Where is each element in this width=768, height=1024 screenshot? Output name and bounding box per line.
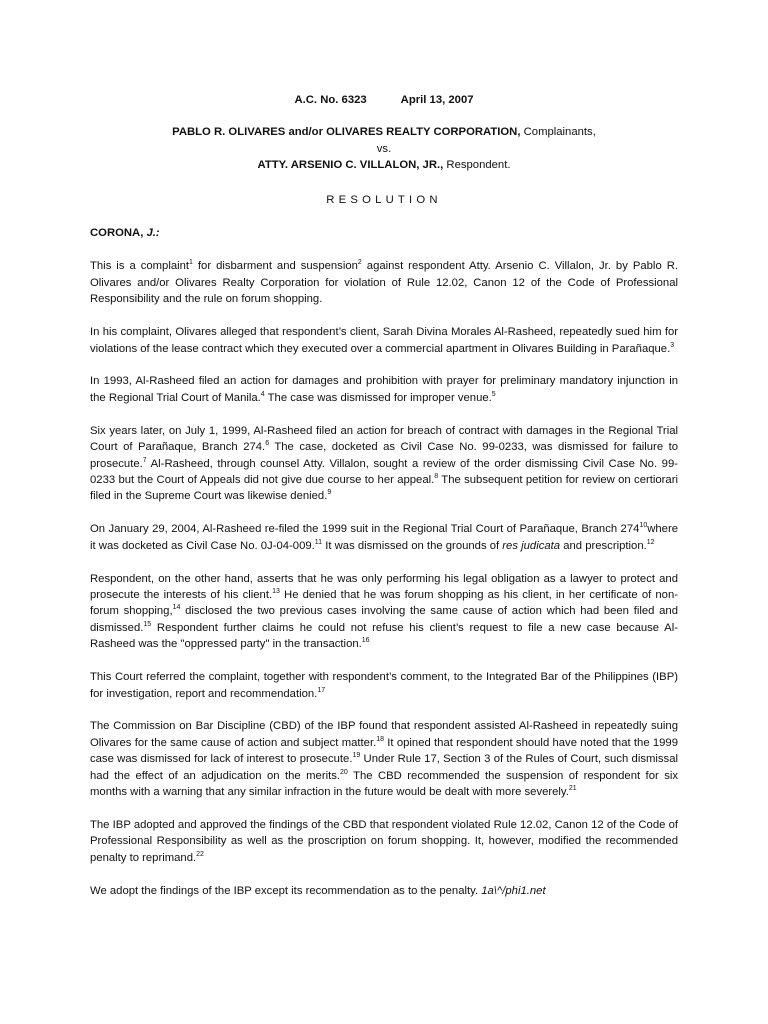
text: Al-Rasheed, through counsel Atty. Villalon, sought a review of the order dismissing Civil Case No. 99-0233 but the Court of Appeals did not give due course to her appeal.: [90, 457, 678, 486]
footnote-ref: 5: [491, 390, 496, 398]
ponente-line: [90, 225, 678, 241]
paragraph-2: [90, 324, 678, 357]
text: Six years later, on July 1, 1999, Al-Rasheed filed an action for breach of contract with damages in the Regional Trial Court of Parañaque, Branch 274.: [90, 424, 678, 454]
footnote-ref: 8: [434, 473, 439, 480]
paragraph-7: [90, 669, 678, 702]
footnote-ref: 4: [260, 390, 265, 398]
respondent-name: ATTY. ARSENIO C. VILLALON, JR.,: [257, 159, 444, 172]
text: This is a complaint: [90, 260, 190, 273]
footnote-ref: 18: [376, 735, 385, 743]
footnote-ref: 13: [272, 588, 280, 596]
text: disclosed the two previous cases involving the same cause of action which had been filed and dismissed.: [90, 605, 678, 634]
case-number: A.C. No. 6323: [294, 94, 367, 106]
respondent-line: [90, 157, 678, 173]
footnote-ref: 22: [196, 850, 204, 858]
paragraph-10: [90, 883, 678, 899]
footnote-ref: 19: [352, 752, 361, 760]
footnote-ref: 2: [357, 259, 362, 267]
italic-term: res judicata: [502, 539, 561, 552]
footnote-ref: 16: [361, 637, 370, 645]
text: The CBD recommended the suspension of respondent for six months with a warning that any similar infraction in the future would be dealt with more severely.: [90, 769, 679, 799]
text: We adopt the findings of the IBP except its recommendation as to the penalty.: [90, 884, 482, 897]
paragraph-1: [90, 258, 678, 307]
footnote-ref: 3: [670, 341, 675, 349]
text: The case was dismissed for improper venue.: [264, 391, 492, 404]
footnote-ref: 15: [143, 620, 152, 628]
footnote-ref: 11: [314, 538, 323, 546]
text: The Commission on Bar Discipline (CBD) of the IBP found that respondent assisted Al-Rasheed in repeatedly suing Olivares for the same cause of action and subject matter.: [90, 720, 678, 749]
complainants-role: Complainants,: [520, 126, 596, 139]
case-date: April 13, 2007: [400, 94, 474, 106]
text: It was dismissed on the grounds of: [322, 539, 503, 552]
versus-line: vs.: [376, 142, 392, 155]
complainants-line: [90, 124, 678, 140]
ponente-name: CORONA,: [90, 227, 144, 240]
footnote-ref: 14: [172, 604, 181, 612]
text: The IBP adopted and approved the findings of the CBD that respondent violated Rule 12.02, Canon 12 of the Code of Professional Responsibility as well as the proscription on forum shopping. It, however, modified the recommended penalty to reprimand.: [90, 819, 678, 864]
text: The subsequent petition for review on certiorari filed in the Supreme Court was likewise denied.: [90, 474, 678, 503]
text: for disbarment and suspension: [192, 260, 358, 273]
footnote-ref: 9: [327, 489, 332, 497]
text: On January 29, 2004, Al-Rasheed re-filed the 1999 suit in the Regional Trial Court of Parañaque, Branch 274: [90, 523, 640, 536]
document-title: RESOLUTION: [326, 193, 442, 206]
footnote-ref: 17: [317, 686, 326, 694]
footnote-ref: 10: [639, 522, 648, 530]
text: against respondent Atty. Arsenio C. Villalon, Jr. by Pablo R. Olivares and/or Olivares Realty Corporation for violation of Rule 12.02, Canon 12 of the Code of Professional Responsibility and the rule on forum shopping.: [90, 260, 678, 306]
paragraph-8: [90, 718, 678, 800]
watermark-text: 1a\^/phi1.net: [481, 884, 546, 897]
text: This Court referred the complaint, together with respondent’s comment, to the Integrated Bar of the Philippines (IBP) for investigation, report and recommendation.: [90, 671, 678, 700]
text: Respondent further claims he could not refuse his client’s request to file a new case because Al-Rasheed was the "oppressed party" in the transaction.: [90, 621, 678, 651]
footnote-ref: 21: [568, 785, 577, 793]
footnote-ref: 20: [340, 768, 348, 776]
respondent-role: Respondent.: [443, 159, 511, 172]
paragraph-9: [90, 817, 678, 866]
text: The case, docketed as Civil Case No. 99-0233, was dismissed for failure to prosecute.: [90, 441, 679, 470]
text: It opined that respondent should have noted that the 1999 case was dismissed for lack of interest to prosecute.: [90, 736, 678, 766]
footnote-ref: 7: [142, 456, 147, 464]
complainants-name: PABLO R. OLIVARES and/or OLIVARES REALTY CORPORATION,: [172, 126, 521, 139]
text: Under Rule 17, Section 3 of the Rules of Court, such dismissal had the effect of an adjudication on the merits.: [90, 753, 678, 782]
text: Respondent, on the other hand, asserts that he was only performing his legal obligation as a lawyer to protect and prosecute the interests of his client.: [90, 572, 678, 602]
text: In 1993, Al-Rasheed filed an action for damages and prohibition with prayer for preliminary mandatory injunction in the Regional Trial Court of Manila.: [90, 375, 678, 404]
paragraph-6: [90, 571, 678, 653]
text: and prescription.: [560, 539, 647, 552]
paragraph-5: [90, 521, 678, 554]
text: where it was docketed as Civil Case No. 0J-04-009.: [90, 523, 678, 552]
footnote-ref: 12: [646, 538, 655, 546]
ponente-suffix: J.:: [146, 227, 160, 240]
footnote-ref: 1: [189, 259, 193, 267]
text: In his complaint, Olivares alleged that respondent’s client, Sarah Divina Morales Al-Rasheed, repeatedly sued him for violations of the lease contract which they executed over a commercial apartment in Olivares Building in Parañaque.: [90, 326, 678, 355]
case-header: [90, 92, 678, 108]
text: He denied that he was forum shopping as his client, in her certificate of non-forum shopping,: [90, 589, 678, 618]
footnote-ref: 6: [265, 440, 270, 448]
paragraph-4: [90, 423, 678, 505]
paragraph-3: [90, 373, 678, 406]
